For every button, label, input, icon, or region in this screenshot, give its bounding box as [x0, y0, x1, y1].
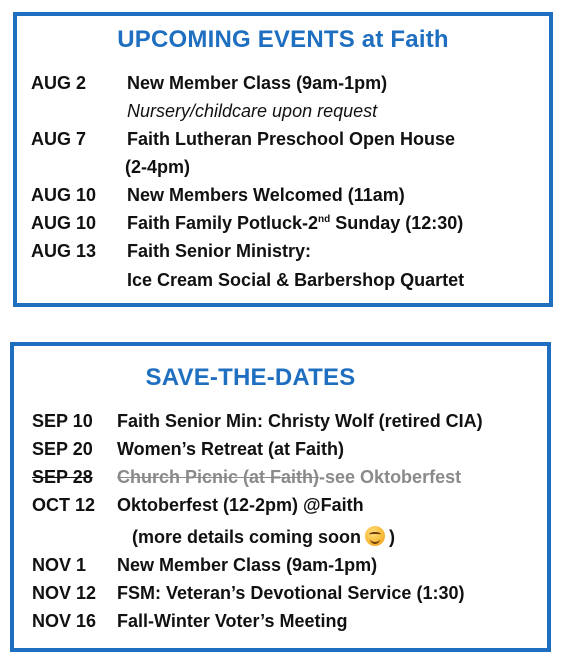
ordinal-suffix: nd — [318, 214, 331, 225]
event-note: Nursery/childcare upon request — [127, 101, 378, 121]
event-description: New Member Class (9am-1pm) — [117, 555, 378, 575]
event-date: OCT 12 — [32, 495, 96, 515]
event-description: Oktoberfest (12-2pm) @Faith — [117, 495, 364, 515]
event-date: NOV 1 — [32, 555, 87, 575]
event-description: Faith Senior Min: Christy Wolf (retired CIA) — [117, 411, 483, 431]
details-note — [132, 526, 395, 548]
event-description: Faith Lutheran Preschool Open House — [127, 129, 456, 149]
event-description: New Member Class (9am-1pm) — [127, 73, 388, 93]
event-description: Faith Senior Ministry: — [127, 241, 312, 261]
event-date: SEP 10 — [32, 411, 93, 431]
save-the-dates-box — [10, 342, 551, 652]
event-description — [127, 212, 463, 234]
smiling-face-icon — [365, 526, 385, 546]
event-date: AUG 10 — [31, 185, 97, 205]
save-the-dates-title: SAVE-THE-DATES — [145, 364, 356, 391]
event-description — [117, 466, 461, 488]
redirect-note: -see Oktoberfest — [319, 467, 462, 487]
event-description: New Members Welcomed (11am) — [127, 185, 405, 205]
cancelled-event: Church Picnic (at Faith) — [117, 467, 320, 487]
event-description: Fall-Winter Voter’s Meeting — [117, 611, 348, 631]
event-date: SEP 20 — [32, 439, 93, 459]
event-description: Women’s Retreat (at Faith) — [117, 439, 345, 459]
event-date: AUG 10 — [31, 213, 97, 233]
event-date: AUG 2 — [31, 73, 87, 93]
event-description-part: Faith Family Potluck-2 — [127, 213, 319, 233]
details-note-text: (more details coming soon — [132, 527, 362, 547]
upcoming-events-title: UPCOMING EVENTS at Faith — [117, 26, 449, 53]
event-date: AUG 13 — [31, 241, 97, 261]
event-date: SEP 28 — [32, 467, 93, 487]
event-date: NOV 16 — [32, 611, 97, 631]
event-description-continued: (2-4pm) — [125, 157, 191, 177]
event-date: NOV 12 — [32, 583, 97, 603]
event-description: FSM: Veteran’s Devotional Service (1:30) — [117, 583, 465, 603]
upcoming-events-box — [13, 12, 553, 307]
event-description-part: Sunday (12:30) — [330, 213, 464, 233]
event-description-continued: Ice Cream Social & Barbershop Quartet — [127, 270, 465, 290]
details-note-close: ) — [389, 527, 396, 547]
event-date: AUG 7 — [31, 129, 87, 149]
